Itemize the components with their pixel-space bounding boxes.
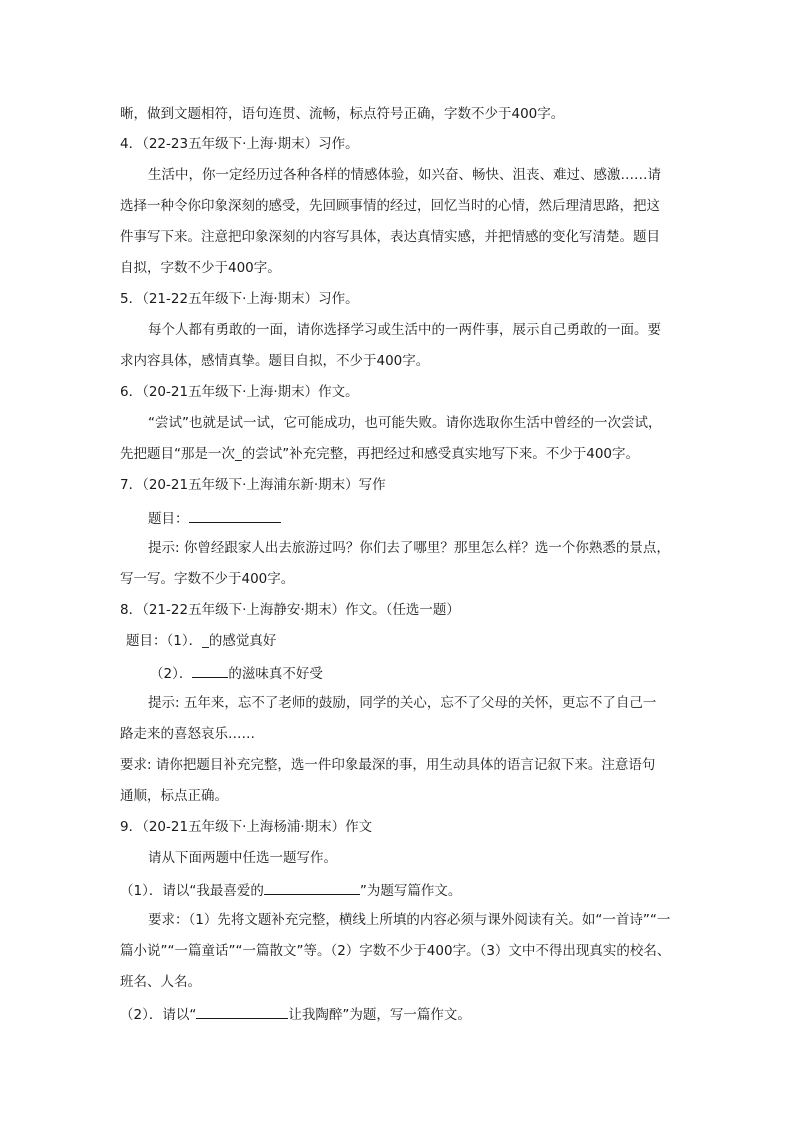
option-label: （2）． xyxy=(150,666,193,682)
text-line: 自拟，字数不少于400字。 xyxy=(120,260,281,276)
option-text: 的滋味真不好受 xyxy=(228,666,323,682)
text-line: 通顺，标点正确。 xyxy=(120,788,228,804)
text-line: 请从下面两题中任选一题写作。 xyxy=(148,850,337,866)
text-line: 每个人都有勇敢的一面，请你选择学习或生活中的一两件事，展示自己勇敢的一面。要 xyxy=(148,322,661,338)
text-line: 班名、人名。 xyxy=(120,974,201,990)
text-line: 求内容具体，感情真挚。题目自拟，不少于400字。 xyxy=(120,353,430,369)
text-line: 提示: 五年来，忘不了老师的鼓励，同学的关心，忘不了父母的关怀，更忘不了自己一 xyxy=(148,695,657,711)
option-text: ”为题写篇作文。 xyxy=(359,883,462,899)
text-line: 路走来的喜怒哀乐…… xyxy=(120,726,255,742)
question-heading: 5．（21-22五年级下·上海·期末）习作。 xyxy=(120,291,359,307)
text-line: 先把题目“那是一次_的尝试”补充完整，再把经过和感受真实地写下来。不少于400字。 xyxy=(120,446,640,462)
blank-line xyxy=(196,1004,288,1019)
option-label: （2）．请以“ xyxy=(120,1007,197,1023)
text-line: 要求：（1）先将文题补充完整，横线上所填的内容必须与课外阅读有关。如“一首诗”“一 xyxy=(148,912,671,928)
title-line xyxy=(148,508,708,528)
title-line xyxy=(120,880,680,900)
question-heading: 9．（20-21五年级下·上海杨浦·期末）作文 xyxy=(120,819,373,835)
text-line: 提示: 你曾经跟家人出去旅游过吗？你们去了哪里？那里怎么样？选一个你熟悉的景点， xyxy=(148,540,670,556)
question-heading: 6．（20-21五年级下·上海·期末）作文。 xyxy=(120,384,359,400)
text-line: 晰，做到文题相符，语句连贯、流畅，标点符号正确，字数不少于400字。 xyxy=(120,106,565,122)
text-line: 生活中，你一定经历过各种各样的情感体验，如兴奋、畅快、沮丧、难过、感激……请 xyxy=(148,167,661,183)
text-line: 件事写下来。注意把印象深刻的内容写具体，表达真情实感，并把情感的变化写清楚。题目 xyxy=(120,229,660,245)
option-text: 让我陶醉”为题，写一篇作文。 xyxy=(288,1007,471,1023)
title-line xyxy=(150,663,710,683)
blank-line xyxy=(264,880,360,895)
question-heading: 8．（21-22五年级下·上海静安·期末）作文。（任选一题） xyxy=(120,602,460,618)
title-line xyxy=(120,1004,680,1024)
blank-line xyxy=(192,663,228,678)
text-line: 选择一种令你印象深刻的感受，先回顾事情的经过，回忆当时的心情，然后理清思路，把这 xyxy=(120,198,660,214)
text-line: “尝试”也就是试一试，它可能成功，也可能失败。请你选取你生活中曾经的一次尝试， xyxy=(148,415,662,431)
text-line: 篇小说”“一篇童话”“一篇散文”等。（2）字数不少于400字。（3）文中不得出现真实的校名、 xyxy=(120,943,671,959)
text-line: 写一写。字数不少于400字。 xyxy=(120,571,295,587)
option-label: （1）．请以“我最喜爱的 xyxy=(120,883,264,899)
question-heading: 7．（20-21五年级下·上海浦东新·期末）写作 xyxy=(120,477,386,493)
text-line: 题目：（1）．_的感觉真好 xyxy=(126,633,277,649)
question-heading: 4．（22-23五年级下·上海·期末）习作。 xyxy=(120,136,359,152)
blank-line xyxy=(189,508,281,523)
title-label: 题目： xyxy=(148,511,189,527)
text-line: 要求: 请你把题目补充完整，选一件印象最深的事，用生动具体的语言记叙下来。注意语句 xyxy=(120,757,656,773)
